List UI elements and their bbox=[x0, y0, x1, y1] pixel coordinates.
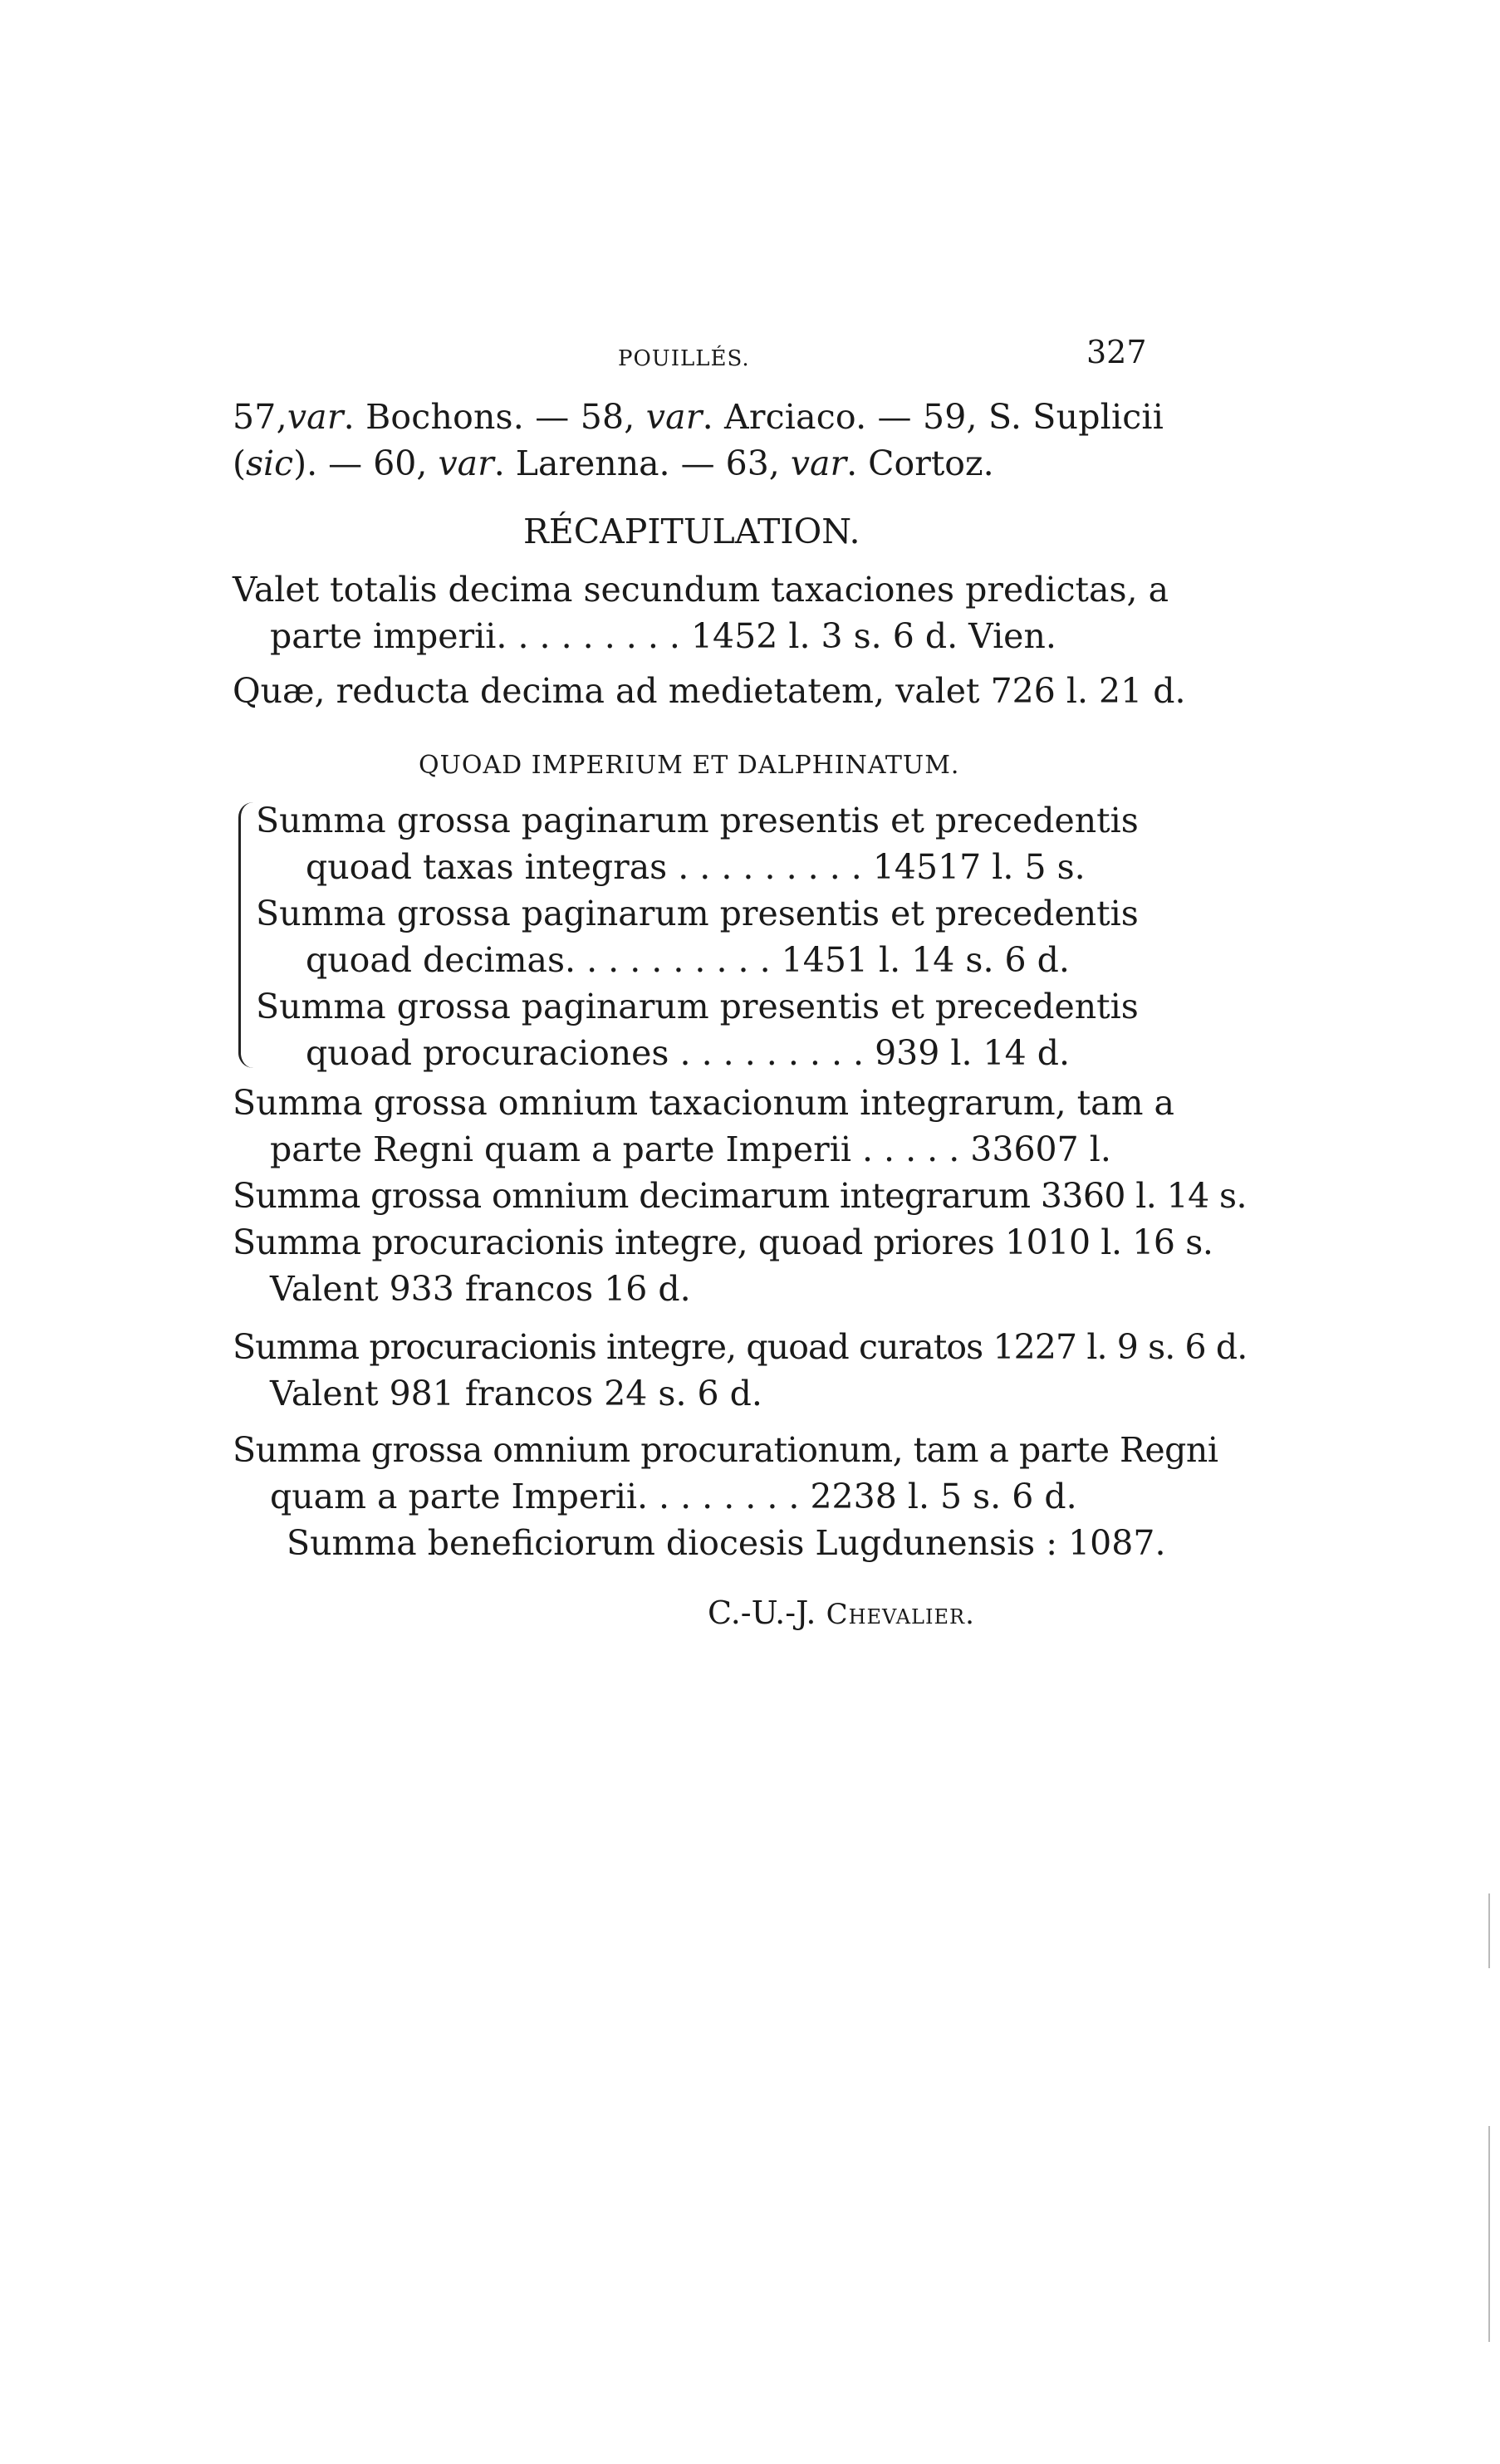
subsection-heading: QUOAD IMPERIUM ET DALPHINATUM. bbox=[419, 751, 960, 780]
section-title: RÉCAPITULATION. bbox=[523, 512, 860, 551]
recap-quae-line: Quæ, reducta decima ad medietatem, valet 726 l. 21 d. bbox=[233, 671, 1186, 711]
scan-edge-mark bbox=[1488, 1893, 1490, 1968]
total-procurationum-line-1: Summa grossa omnium procurationum, tam a parte Regni bbox=[233, 1430, 1218, 1470]
valent-priores-line: Valent 933 francos 16 d. bbox=[270, 1269, 691, 1309]
summa-decimas-line-2: quoad decimas. . . . . . . . . . 1451 l. 14 s. 6 d. bbox=[306, 940, 1070, 980]
valent-curatos-line: Valent 981 francos 24 s. 6 d. bbox=[270, 1374, 762, 1413]
signature-initials: C.-U.-J. bbox=[708, 1594, 816, 1631]
page-number: 327 bbox=[1086, 334, 1147, 370]
total-procuracionis-curatos-line: Summa procuracionis integre, quoad curatos 1227 l. 9 s. 6 d. bbox=[233, 1327, 1248, 1367]
summa-taxas-line-2: quoad taxas integras . . . . . . . . . 14517 l. 5 s. bbox=[306, 847, 1086, 887]
total-procurationum-line-2: quam a parte Imperii. . . . . . . . 2238 l. 5 s. 6 d. bbox=[270, 1477, 1077, 1516]
recap-valet-line-2: parte imperii. . . . . . . . . 1452 l. 3 s. 6 d. Vien. bbox=[270, 616, 1056, 656]
scan-edge-mark bbox=[1488, 2126, 1490, 2342]
summa-procuraciones-line-2: quoad procuraciones . . . . . . . . . 939 l. 14 d. bbox=[306, 1033, 1071, 1073]
total-taxacionum-line-1: Summa grossa omnium taxacionum integrarum, tam a bbox=[233, 1083, 1174, 1123]
summa-taxas-line-1: Summa grossa paginarum presentis et precedentis bbox=[256, 801, 1139, 840]
recap-valet-line-1: Valet totalis decima secundum taxaciones predictas, a bbox=[233, 570, 1169, 610]
total-decimarum-line: Summa grossa omnium decimarum integrarum 3360 l. 14 s. bbox=[233, 1176, 1247, 1216]
total-taxacionum-line-2: parte Regni quam a parte Imperii . . . . . 33607 l. bbox=[270, 1129, 1111, 1169]
signature bbox=[708, 1590, 975, 1638]
summa-beneficiorum-line: Summa beneficiorum diocesis Lugdunensis : 1087. bbox=[287, 1523, 1166, 1563]
variant-note-line-2: (sic). — 60, var. Larenna. — 63, var. Cortoz. bbox=[233, 443, 994, 483]
variant-note-line-1: 57,var. Bochons. — 58, var. Arciaco. — 59, S. Suplicii bbox=[233, 397, 1164, 437]
summa-procuraciones-line-1: Summa grossa paginarum presentis et precedentis bbox=[256, 987, 1139, 1026]
signature-name: Chevalier. bbox=[826, 1598, 975, 1631]
summa-decimas-line-1: Summa grossa paginarum presentis et precedentis bbox=[256, 894, 1139, 933]
running-title: POUILLÉS. bbox=[618, 346, 750, 371]
total-procuracionis-priores-line: Summa procuracionis integre, quoad priores 1010 l. 16 s. bbox=[233, 1222, 1213, 1262]
